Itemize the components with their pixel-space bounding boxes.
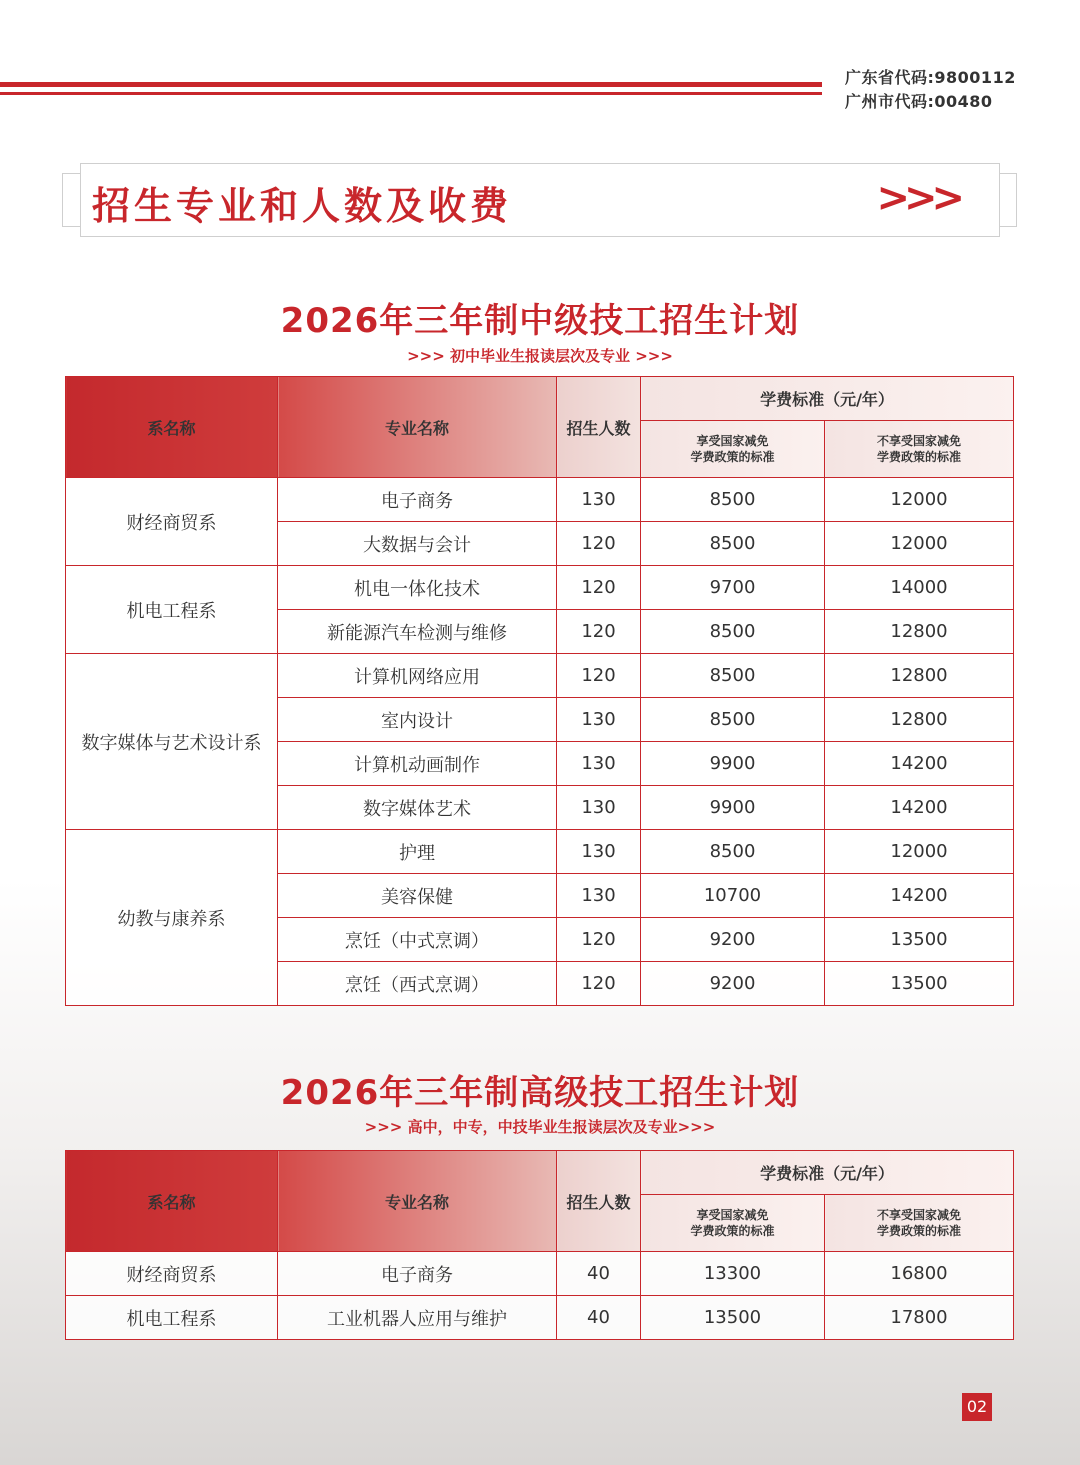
fee-with-cell: 8500 (641, 654, 825, 698)
chevrons-icon: >>> (876, 175, 959, 221)
fee-with-cell: 10700 (641, 874, 825, 918)
header-dept: 系名称 (66, 377, 278, 478)
fee-with-cell: 8500 (641, 830, 825, 874)
major-cell: 电子商务 (278, 1252, 557, 1296)
major-cell: 数字媒体艺术 (278, 786, 557, 830)
fee-with-cell: 8500 (641, 522, 825, 566)
school-codes (845, 66, 1016, 114)
table-row (66, 1296, 1014, 1340)
count-cell: 120 (557, 610, 641, 654)
table-row (66, 830, 1014, 874)
count-cell: 130 (557, 786, 641, 830)
plan2-table (65, 1150, 1014, 1340)
count-cell: 40 (557, 1296, 641, 1340)
fee-without-cell: 14200 (825, 742, 1014, 786)
dept-cell: 幼教与康养系 (66, 830, 278, 1006)
plan2-title: 2026年三年制高级技工招生计划 (280, 1073, 800, 1113)
fee-without-cell: 12800 (825, 654, 1014, 698)
fee-with-cell: 13300 (641, 1252, 825, 1296)
major-cell: 烹饪（西式烹调） (278, 962, 557, 1006)
plan1-table (65, 376, 1014, 1006)
major-cell: 新能源汽车检测与维修 (278, 610, 557, 654)
city-code: 广州市代码:00480 (845, 92, 993, 111)
table-row (66, 654, 1014, 698)
plan1-title: 2026年三年制中级技工招生计划 (280, 301, 800, 341)
dept-cell: 数字媒体与艺术设计系 (66, 654, 278, 830)
table-row (66, 478, 1014, 522)
fee-with-cell: 9900 (641, 742, 825, 786)
dept-cell: 财经商贸系 (66, 1252, 278, 1296)
fee-without-cell: 12000 (825, 478, 1014, 522)
count-cell: 130 (557, 830, 641, 874)
dept-cell: 机电工程系 (66, 566, 278, 654)
major-cell: 机电一体化技术 (278, 566, 557, 610)
fee-without-cell: 14200 (825, 786, 1014, 830)
count-cell: 120 (557, 654, 641, 698)
fee-without-cell: 13500 (825, 918, 1014, 962)
fee-with-cell: 9200 (641, 962, 825, 1006)
dept-cell: 机电工程系 (66, 1296, 278, 1340)
count-cell: 120 (557, 522, 641, 566)
major-cell: 计算机网络应用 (278, 654, 557, 698)
plan1-subtitle: >>> 初中毕业生报读层次及专业 >>> (407, 347, 673, 365)
fee-without-cell: 13500 (825, 962, 1014, 1006)
count-cell: 120 (557, 962, 641, 1006)
page-number: 02 (962, 1393, 992, 1421)
count-cell: 130 (557, 698, 641, 742)
fee-with-cell: 8500 (641, 698, 825, 742)
major-cell: 美容保健 (278, 874, 557, 918)
province-code: 广东省代码:9800112 (845, 68, 1016, 87)
major-cell: 计算机动画制作 (278, 742, 557, 786)
fee-with-cell: 9200 (641, 918, 825, 962)
header-fee-without: 不享受国家减免 学费政策的标准 (825, 1195, 1014, 1252)
header-count: 招生人数 (557, 377, 641, 478)
header-major: 专业名称 (278, 377, 557, 478)
header-fee: 学费标准（元/年） (641, 377, 1014, 421)
count-cell: 40 (557, 1252, 641, 1296)
fee-without-cell: 12000 (825, 522, 1014, 566)
plan2-subtitle: >>> 高中，中专，中技毕业生报读层次及专业>>> (364, 1118, 716, 1136)
header-fee: 学费标准（元/年） (641, 1151, 1014, 1195)
fee-with-cell: 9900 (641, 786, 825, 830)
fee-with-cell: 8500 (641, 478, 825, 522)
header-fee-with: 享受国家减免 学费政策的标准 (641, 1195, 825, 1252)
major-cell: 电子商务 (278, 478, 557, 522)
fee-with-cell: 9700 (641, 566, 825, 610)
major-cell: 室内设计 (278, 698, 557, 742)
major-cell: 烹饪（中式烹调） (278, 918, 557, 962)
fee-with-cell: 8500 (641, 610, 825, 654)
fee-without-cell: 14000 (825, 566, 1014, 610)
header-fee-without: 不享受国家减免 学费政策的标准 (825, 421, 1014, 478)
fee-without-cell: 14200 (825, 874, 1014, 918)
major-cell: 大数据与会计 (278, 522, 557, 566)
header-dept: 系名称 (66, 1151, 278, 1252)
table-row (66, 566, 1014, 610)
table-row (66, 1252, 1014, 1296)
fee-without-cell: 17800 (825, 1296, 1014, 1340)
fee-without-cell: 12800 (825, 610, 1014, 654)
header-decoration-lines (0, 82, 822, 95)
section-title: 招生专业和人数及收费 (92, 183, 513, 228)
count-cell: 130 (557, 742, 641, 786)
major-cell: 护理 (278, 830, 557, 874)
header-fee-with: 享受国家减免 学费政策的标准 (641, 421, 825, 478)
dept-cell: 财经商贸系 (66, 478, 278, 566)
header-count: 招生人数 (557, 1151, 641, 1252)
count-cell: 120 (557, 918, 641, 962)
major-cell: 工业机器人应用与维护 (278, 1296, 557, 1340)
section-banner (62, 163, 1017, 235)
count-cell: 130 (557, 478, 641, 522)
fee-without-cell: 12800 (825, 698, 1014, 742)
fee-without-cell: 16800 (825, 1252, 1014, 1296)
fee-without-cell: 12000 (825, 830, 1014, 874)
header-major: 专业名称 (278, 1151, 557, 1252)
count-cell: 130 (557, 874, 641, 918)
count-cell: 120 (557, 566, 641, 610)
fee-with-cell: 13500 (641, 1296, 825, 1340)
